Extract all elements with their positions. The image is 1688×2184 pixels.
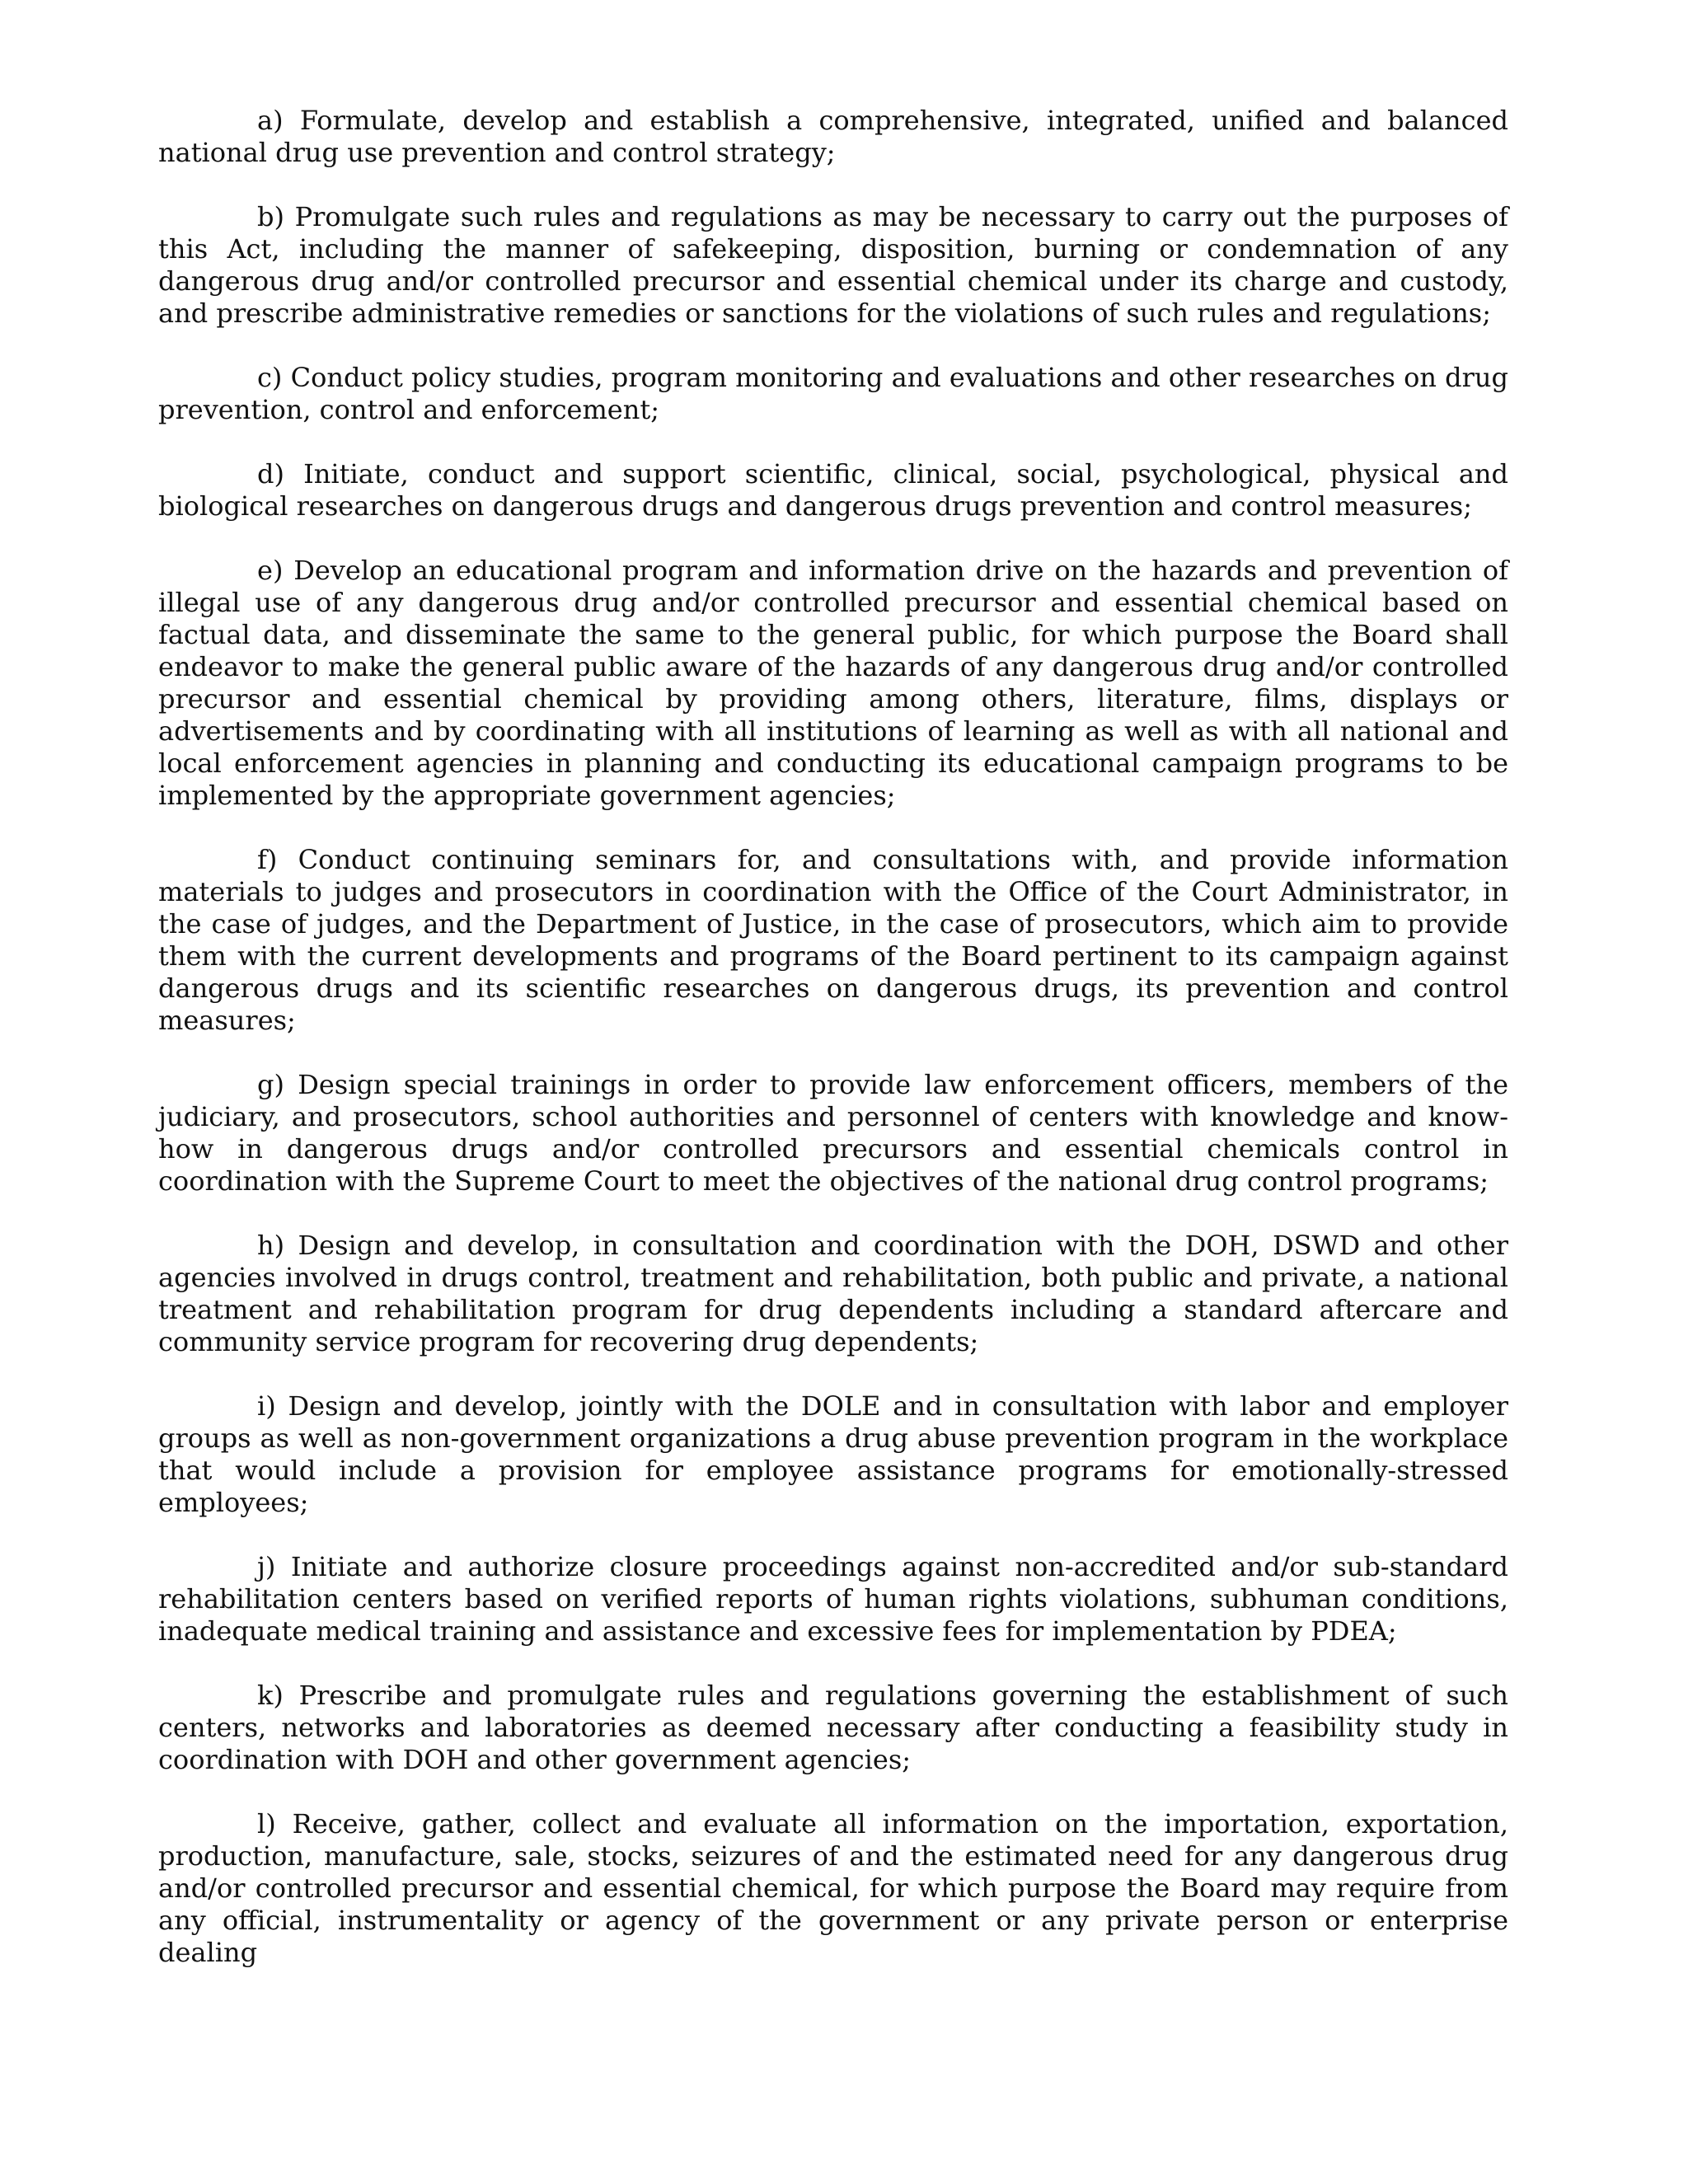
paragraph-l: l) Receive, gather, collect and evaluate all information on the importation, exportation, production, manufacture, sale, stocks, seizures of and the estimated need for any dangerous drug and/or controlled precursor and essential chemical, for which purpose the Board may require from any official, instrumentality or agency of the government or any private person or enterprise dealing	[158, 1808, 1508, 1968]
paragraph-e: e) Develop an educational program and information drive on the hazards and prevention of illegal use of any dangerous drug and/or controlled precursor and essential chemical based on factual data, and disseminate the same to the general public, for which purpose the Board shall endeavor to make the general public aware of the hazards of any dangerous drug and/or controlled precursor and essential chemical by providing among others, literature, films, displays or advertisements and by coordinating with all institutions of learning as well as with all national and local enforcement agencies in planning and conducting its educational campaign programs to be implemented by the appropriate government agencies;	[158, 555, 1508, 811]
paragraph-f: f) Conduct continuing seminars for, and consultations with, and provide information materials to judges and prosecutors in coordination with the Office of the Court Administrator, in the case of judges, and the Department of Justice, in the case of prosecutors, which aim to provide them with the current developments and programs of the Board pertinent to its campaign against dangerous drugs and its scientific researches on dangerous drugs, its prevention and control measures;	[158, 844, 1508, 1036]
paragraph-i: i) Design and develop, jointly with the DOLE and in consultation with labor and employer groups as well as non-government organizations a drug abuse prevention program in the workplace that would include a provision for employee assistance programs for emotionally-stressed employees;	[158, 1390, 1508, 1518]
paragraph-c: c) Conduct policy studies, program monitoring and evaluations and other researches on drug prevention, control and enforcement;	[158, 362, 1508, 425]
paragraph-k: k) Prescribe and promulgate rules and regulations governing the establishment of such centers, networks and laboratories as deemed necessary after conducting a feasibility study in coordination with DOH and other government agencies;	[158, 1680, 1508, 1775]
paragraph-g: g) Design special trainings in order to provide law enforcement officers, members of the judiciary, and prosecutors, school authorities and personnel of centers with knowledge and know-how in dangerous drugs and/or controlled precursors and essential chemicals control in coordination with the Supreme Court to meet the objectives of the national drug control programs;	[158, 1069, 1508, 1197]
paragraph-b: b) Promulgate such rules and regulations as may be necessary to carry out the purposes of this Act, including the manner of safekeeping, disposition, burning or condemnation of any dangerous drug and/or controlled precursor and essential chemical under its charge and custody, and prescribe administrative remedies or sanctions for the violations of such rules and regulations;	[158, 201, 1508, 329]
paragraph-d: d) Initiate, conduct and support scientific, clinical, social, psychological, physical and biological researches on dangerous drugs and dangerous drugs prevention and control measures;	[158, 458, 1508, 522]
paragraph-a: a) Formulate, develop and establish a comprehensive, integrated, unified and balanced national drug use prevention and control strategy;	[158, 105, 1508, 168]
paragraph-j: j) Initiate and authorize closure proceedings against non-accredited and/or sub-standard rehabilitation centers based on verified reports of human rights violations, subhuman conditions, inadequate medical training and assistance and excessive fees for implementation by PDEA;	[158, 1551, 1508, 1647]
paragraph-h: h) Design and develop, in consultation and coordination with the DOH, DSWD and other agencies involved in drugs control, treatment and rehabilitation, both public and private, a national treatment and rehabilitation program for drug dependents including a standard aftercare and community service program for recovering drug dependents;	[158, 1230, 1508, 1357]
